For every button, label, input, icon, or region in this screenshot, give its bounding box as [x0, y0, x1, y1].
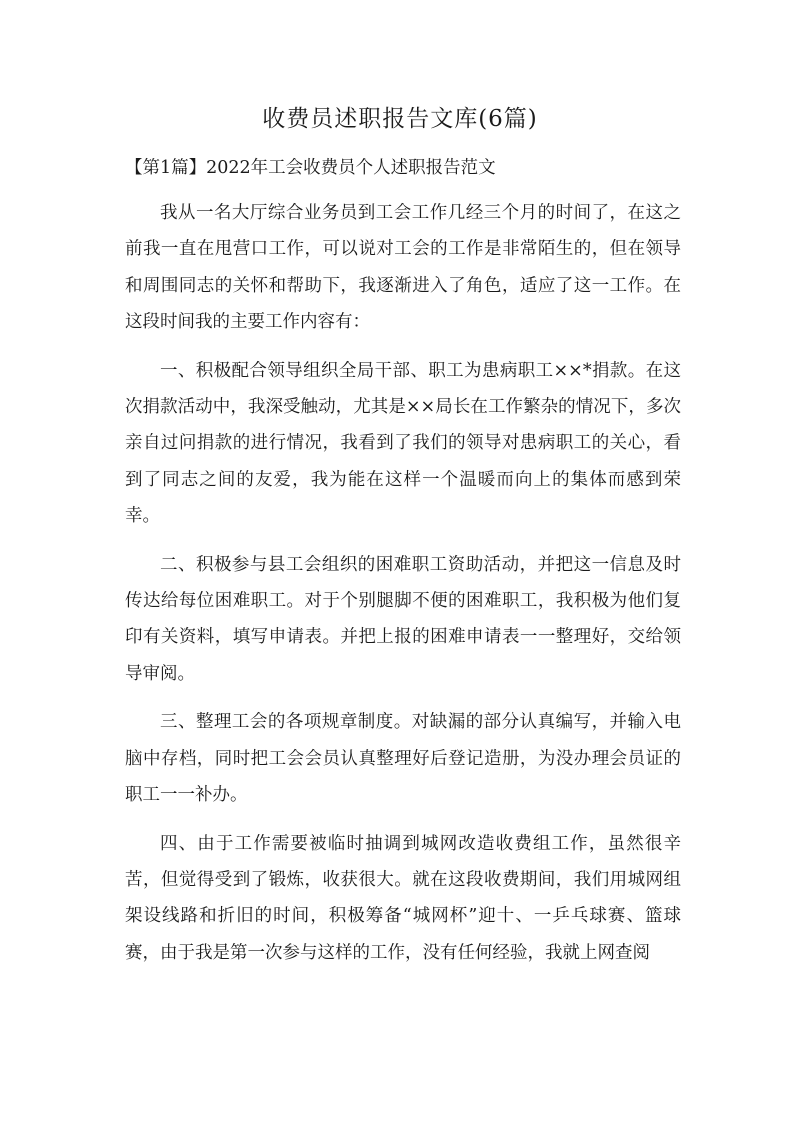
paragraph-item-3: 三、整理工会的各项规章制度。对缺漏的部分认真编写，并输入电脑中存档，同时把工会会员认真整理好后登记造册，为没办理会员证的职工一一补办。: [125, 712, 681, 806]
paragraph-item-4: 四、由于工作需要被临时抽调到城网改造收费组工作，虽然很辛苦，但觉得受到了锻炼，收获很大。就在这段收费期间，我们用城网组架设线路和折旧的时间，积极筹备“城网杯”迎十、一乒乓球赛、篮球赛，由于我是第一次参与这样的工作，没有任何经验，我就上网查阅: [125, 833, 681, 963]
section-heading: 【第1篇】2022年工会收费员个人述职报告范文: [125, 158, 496, 178]
document-body: [125, 195, 681, 983]
paragraph-item-2: 二、积极参与县工会组织的困难职工资助活动，并把这一信息及时传达给每位困难职工。对于个别腿脚不便的困难职工，我积极为他们复印有关资料，填写申请表。并把上报的困难申请表一一整理好，交给领导审阅。: [125, 554, 681, 684]
paragraph-item-1: 一、积极配合领导组织全局干部、职工为患病职工××*捐款。在这次捐款活动中，我深受触动，尤其是××局长在工作繁杂的情况下，多次亲自过问捐款的进行情况，我看到了我们的领导对患病职工的关心，看到了同志之间的友爱，我为能在这样一个温暖而向上的集体而感到荣幸。: [125, 360, 681, 527]
paragraph-intro: 我从一名大厅综合业务员到工会工作几经三个月的时间了，在这之前我一直在甩营口工作，可以说对工会的工作是非常陌生的，但在领导和周围同志的关怀和帮助下，我逐渐进入了角色，适应了这一工作。在这段时间我的主要工作内容有：: [125, 203, 681, 333]
document-title: 收费员述职报告文库(6篇): [262, 106, 538, 132]
